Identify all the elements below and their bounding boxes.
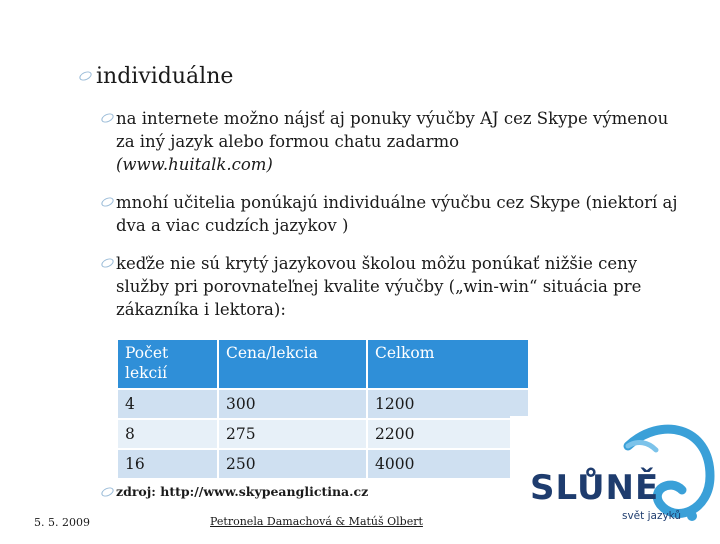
price-table	[116, 338, 530, 480]
top-decoration	[0, 0, 720, 48]
footer-date: 5. 5. 2009	[34, 516, 90, 529]
slune-logo	[510, 416, 720, 540]
footer-authors: Petronela Damachová & Matúš Olbert	[210, 515, 423, 528]
bullet-item-1	[100, 107, 680, 176]
bullet-icon	[100, 112, 114, 122]
logo-name: SLŮNĚ	[530, 468, 660, 508]
table-cell: 300	[219, 390, 366, 418]
source-note	[100, 484, 368, 499]
bullet-icon	[100, 486, 114, 496]
bullet-text: keďže nie sú krytý jazykovou školou môžu ponúkať nižšie ceny služby pri porovnateľnej kvalite výučby („win-win“ situácia pre zákazníka i lektora):	[116, 254, 642, 319]
table-cell: 16	[118, 450, 217, 478]
bullet-item-2	[100, 191, 680, 237]
bullet-icon	[100, 257, 114, 267]
bullet-icon	[100, 196, 114, 206]
logo-tagline: svět jazyků	[622, 510, 682, 522]
table-cell: 4000	[368, 450, 528, 478]
table-cell: 8	[118, 420, 217, 448]
table-cell: 250	[219, 450, 366, 478]
bullet-item-3	[100, 252, 680, 321]
heading-text: individuálne	[96, 64, 234, 89]
bullet-text: mnohí učitelia ponúkajú individuálne výučbu cez Skype (niektorí aj dva a viac cudzích jazykov )	[116, 193, 678, 235]
heading	[78, 64, 233, 89]
table-cell: 275	[219, 420, 366, 448]
table-header-cell: Počet lekcií	[118, 340, 217, 388]
table-row	[118, 450, 528, 478]
table-cell: 4	[118, 390, 217, 418]
table-header-cell: Cena/lekcia	[219, 340, 366, 388]
table-cell: 1200	[368, 390, 528, 418]
table-cell: 2200	[368, 420, 528, 448]
bullet-icon	[78, 70, 92, 80]
bullet-text: na internete možno nájsť aj ponuky výučby AJ cez Skype výmenou za iný jazyk alebo formou chatu zadarmo	[116, 109, 669, 151]
source-text: zdroj: http://www.skypeanglictina.cz	[116, 484, 369, 499]
table-header-cell: Celkom	[368, 340, 528, 388]
bullet-url: (www.huitalk.com)	[116, 155, 273, 174]
table-row	[118, 390, 528, 418]
table-header-row	[118, 340, 528, 388]
table-row	[118, 420, 528, 448]
